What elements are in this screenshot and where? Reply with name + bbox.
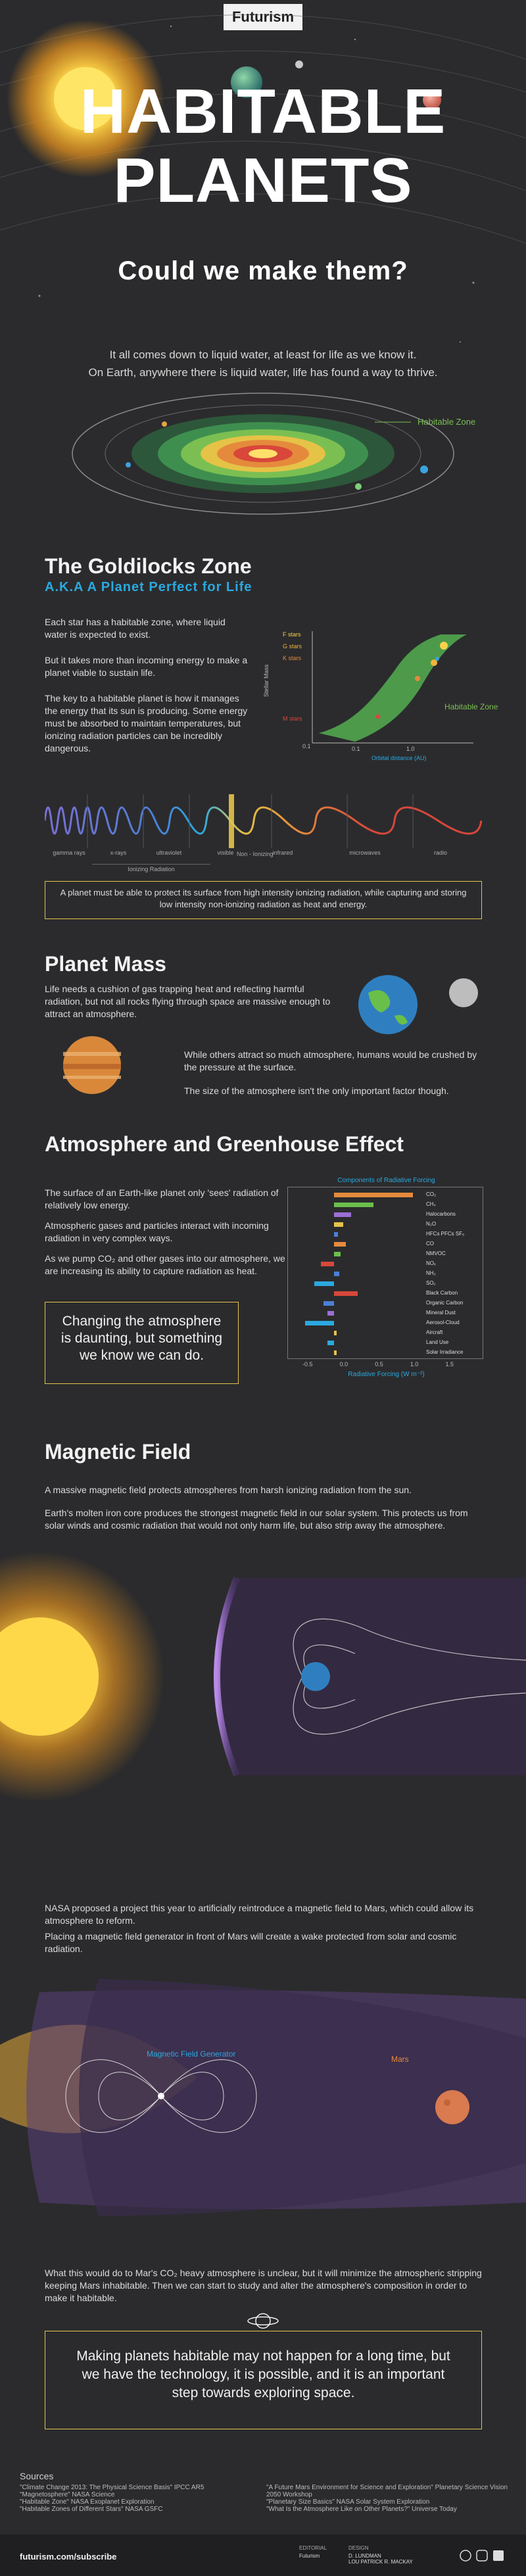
moon-icon — [449, 978, 478, 1007]
magnetic-p3: NASA proposed a project this year to artificially reintroduce a magnetic field to Mars, which could allow its atmosphere to reform. — [45, 1903, 474, 1926]
mass-p1: Life needs a cushion of gas trapping heat and reflecting harmful radiation, but not all rocks flying through space are massive enough to attract an atmosphere. — [45, 984, 331, 1019]
forcing-bar — [334, 1252, 341, 1256]
generator-label: Magnetic Field Generator — [147, 2049, 236, 2059]
habitable-zone-label: Habitable Zone — [418, 417, 476, 427]
visible-band-marker — [229, 794, 234, 848]
chart-label-m-stars: M stars — [283, 715, 302, 722]
source-item: "Habitable Zone" NASA Exoplanet Exploration — [20, 2498, 155, 2506]
xtick: 0.5 — [375, 1361, 383, 1368]
goldilocks-aka: A.K.A A Planet Perfect for Life — [45, 580, 252, 594]
mars-label: Mars — [391, 2055, 409, 2064]
forcing-row — [288, 1348, 483, 1358]
forcing-bar — [334, 1212, 351, 1217]
forcing-row-label: Solar Irradiance — [426, 1349, 464, 1355]
forcing-row-label: Mineral Dust — [426, 1310, 456, 1316]
forcing-bar — [334, 1272, 339, 1276]
forcing-row-label: NOₓ — [426, 1260, 436, 1266]
forcing-row-label: Land Use — [426, 1339, 449, 1345]
forcing-bar — [334, 1193, 413, 1197]
intro-line1: It all comes down to liquid water, at least for life as we know it. — [109, 348, 417, 361]
forcing-row-label: CO — [426, 1241, 434, 1247]
sources-left-list — [20, 2484, 256, 2513]
footer — [0, 2535, 526, 2576]
forcing-bar — [334, 1232, 338, 1237]
goldilocks-title: The Goldilocks Zone — [45, 554, 252, 578]
saturn-icon — [247, 2308, 279, 2334]
atmosphere-quote: Changing the atmosphere is daunting, but something we know we can do. — [60, 1314, 223, 1363]
spectrum-xray: x-rays — [110, 849, 127, 856]
forcing-row — [288, 1210, 483, 1220]
forcing-row-label: NMVOC — [426, 1251, 446, 1256]
earth-magnetosphere-art — [0, 1538, 526, 1900]
earth-icon — [301, 1662, 330, 1691]
forcing-bar — [334, 1242, 346, 1247]
forcing-bar — [314, 1281, 334, 1286]
forcing-bar — [334, 1203, 373, 1207]
editorial-label: EDITORIAL — [299, 2545, 327, 2551]
spectrum-microwaves: microwaves — [349, 849, 381, 856]
forcing-row — [288, 1220, 483, 1229]
forcing-row-label: N₂O — [426, 1221, 437, 1227]
magnetic-title: Magnetic Field — [45, 1440, 191, 1464]
mars-icon — [435, 2090, 469, 2124]
mass-title: Planet Mass — [45, 952, 166, 976]
forcing-bar — [327, 1341, 334, 1345]
xtick: 1.5 — [445, 1361, 454, 1368]
forcing-row — [288, 1190, 483, 1200]
atmosphere-p2: Atmospheric gases and particles interact with incoming radiation in very complex ways. — [45, 1220, 269, 1243]
hero-subtitle: Could we make them? — [118, 256, 408, 285]
closing-text: Making planets habitable may not happen for a long time, but we have the technology, it is possible, and it is an important step towards exploring space. — [76, 2349, 450, 2400]
atmosphere-title: Atmosphere and Greenhouse Effect — [45, 1132, 404, 1156]
forcing-row — [288, 1239, 483, 1249]
forcing-bar — [305, 1321, 334, 1325]
mars-magnetic-shield-art — [0, 1966, 526, 2235]
intro-line2: On Earth, anywhere there is liquid water, life has found a way to thrive. — [88, 366, 438, 379]
forcing-row — [288, 1269, 483, 1279]
goldilocks-box — [45, 881, 482, 919]
ionizing-label: Ionizing Radiation — [92, 864, 210, 872]
chart-ytick: 0.1 — [302, 743, 311, 750]
forcing-row — [288, 1289, 483, 1299]
facebook-icon[interactable] — [493, 2550, 504, 2561]
atmosphere-p3: As we pump CO₂ and other gases into our atmosphere, we are increasing its ability to capture radiation as heat. — [45, 1253, 285, 1276]
spectrum-uv: ultraviolet — [156, 849, 182, 856]
planet-sizes-art — [348, 966, 487, 1039]
forcing-row-label: Organic Carbon — [426, 1300, 464, 1306]
forcing-bar — [323, 1301, 334, 1306]
source-item: "A Future Mars Environment for Science and Exploration" Planetary Science Vision 2050 Workshop — [266, 2484, 508, 2498]
goldilocks-p1: Each star has a habitable zone, where liquid water is expected to exist. — [45, 617, 226, 640]
forcing-row — [288, 1338, 483, 1348]
forcing-row — [288, 1249, 483, 1259]
xtick: -0.5 — [302, 1361, 313, 1368]
atmosphere-p1: The surface of an Earth-like planet only 'sees' radiation of relatively low energy. — [45, 1187, 279, 1210]
mass-p2: While others attract so much atmosphere, humans would be crushed by the pressure at the surface. — [184, 1049, 477, 1072]
atmosphere-quote-box — [45, 1302, 239, 1384]
source-item: "What Is the Atmosphere Like on Other Planets?" Universe Today — [266, 2506, 457, 2513]
footer-url-link[interactable]: futurism.com/subscribe — [20, 2552, 117, 2562]
forcing-bar — [321, 1262, 334, 1266]
spectrum-radio: radio — [433, 849, 447, 856]
forcing-bar — [334, 1291, 358, 1296]
chart-label-k-stars: K stars — [283, 655, 302, 661]
gas-giant-icon — [53, 1032, 151, 1105]
forcing-chart-title: Components of Radiative Forcing — [337, 1177, 435, 1184]
forcing-chart-xlabel: Radiative Forcing (W m⁻²) — [348, 1371, 425, 1378]
forcing-row-label: HFCs PFCs SF₆ — [426, 1231, 465, 1237]
source-item: "Climate Change 2013: The Physical Science Basis" IPCC AR5 — [20, 2484, 204, 2491]
hero-title-line1: HABITABLE — [80, 76, 446, 147]
xtick: 1.0 — [410, 1361, 419, 1368]
star-k-dot — [415, 676, 420, 681]
forcing-row-label: SO₂ — [426, 1280, 436, 1286]
magnetic-p1: A massive magnetic field protects atmospheres from harsh ionizing radiation from the sun. — [45, 1485, 412, 1495]
forcing-row-label: CH₄ — [426, 1201, 436, 1207]
social-icons — [459, 2548, 505, 2564]
futurism-logo[interactable]: Futurism — [224, 4, 302, 30]
chart-zone-label: Habitable Zone — [444, 702, 498, 711]
forcing-row — [288, 1200, 483, 1210]
forcing-row — [288, 1299, 483, 1308]
forcing-row-label: CO₂ — [426, 1191, 437, 1197]
magnetic-p2: Earth's molten iron core produces the strongest magnetic field in our solar system. This protects us from solar winds and cosmic radiation that would not only harm life, but also strip away the atmosphere. — [45, 1508, 468, 1531]
habitable-zone-orbit-diagram — [66, 388, 460, 526]
magnetic-p5: What this would do to Mar's CO₂ heavy atmosphere is unclear, but it will minimize the atmospheric stripping keeping Mars inhabitable. Then we can start to study and alter the atmosphere's composition in order to make it habitable. — [45, 2268, 482, 2303]
chart-ylabel: Stellar Mass — [263, 664, 270, 697]
chart-xtick-1: 1.0 — [406, 746, 415, 752]
sources-title: Sources — [20, 2471, 54, 2481]
spectrum-infrared: infrared — [272, 849, 293, 856]
chart-label-f-stars: F stars — [283, 631, 301, 638]
forcing-row — [288, 1229, 483, 1239]
forcing-chart-xticks — [302, 1361, 454, 1368]
forcing-row — [288, 1259, 483, 1269]
chart-xtick-0: 0.1 — [352, 746, 360, 752]
forcing-row-label: Halocarbons — [426, 1211, 456, 1217]
spectrum-visible: visible — [217, 849, 234, 856]
xtick: 0.0 — [339, 1361, 348, 1368]
forcing-row — [288, 1318, 483, 1328]
forcing-bar — [334, 1350, 337, 1355]
mass-p3: The size of the atmosphere isn't the only important factor though. — [184, 1085, 449, 1096]
forcing-row-label: Black Carbon — [426, 1290, 458, 1296]
hero-title-line2: PLANETS — [113, 145, 413, 216]
editorial-name: Futurism — [299, 2553, 320, 2559]
small-moon-icon — [295, 60, 303, 68]
forcing-row-label: Aircraft — [426, 1329, 443, 1335]
closing-box — [45, 2331, 482, 2429]
star-f-dot — [440, 642, 448, 650]
goldilocks-p2: But it takes more than incoming energy to make a planet viable to sustain life. — [45, 655, 248, 678]
goldilocks-box-text: A planet must be able to protect its surface from high intensity ionizing radiation, while capturing and storing low intensity non-ionizing radiation as heat and energy. — [60, 888, 467, 909]
forcing-bar — [334, 1222, 343, 1227]
design-names: D. LUNDMAN LOU PATRICK R. MACKAY — [348, 2553, 413, 2565]
star-m-dot — [376, 715, 381, 719]
instagram-icon[interactable] — [477, 2550, 487, 2561]
design-label: DESIGN — [348, 2545, 369, 2551]
forcing-row — [288, 1279, 483, 1289]
chart-label-g-stars: G stars — [283, 643, 302, 650]
forcing-row — [288, 1328, 483, 1338]
radiative-forcing-chart — [287, 1187, 483, 1359]
forcing-row-label: Aerosol-Cloud — [426, 1320, 460, 1325]
magnetic-field-generator-icon — [158, 2093, 164, 2099]
chart-xlabel: Orbital distance (AU) — [371, 755, 427, 761]
forcing-row — [288, 1308, 483, 1318]
forcing-row-label: NH₃ — [426, 1270, 436, 1276]
spectrum-gamma: gamma rays — [53, 849, 85, 856]
pinterest-icon[interactable] — [460, 2550, 471, 2561]
electromagnetic-spectrum-wave — [45, 794, 482, 855]
non-ionizing-label: Non - Ionizing — [237, 851, 274, 857]
source-item: "Habitable Zones of Different Stars" NASA GSFC — [20, 2506, 163, 2513]
source-item: "Planetary Size Basics" NASA Solar System Exploration — [266, 2498, 430, 2506]
forcing-bar — [327, 1311, 334, 1316]
earth-dot — [435, 657, 439, 661]
source-item: "Magnetosphere" NASA Science — [20, 2491, 115, 2498]
forcing-bar — [334, 1331, 337, 1335]
magnetic-p4: Placing a magnetic field generator in front of Mars will create a wake protected from solar and cosmic radiation. — [45, 1931, 457, 1954]
sources-right-list — [266, 2484, 516, 2513]
goldilocks-p3: The key to a habitable planet is how it manages the energy that its sun is producing. Some energy must be absorbed to maintain temperatures, but ionizing radiation particles can be incredibly dangerous. — [45, 693, 248, 753]
